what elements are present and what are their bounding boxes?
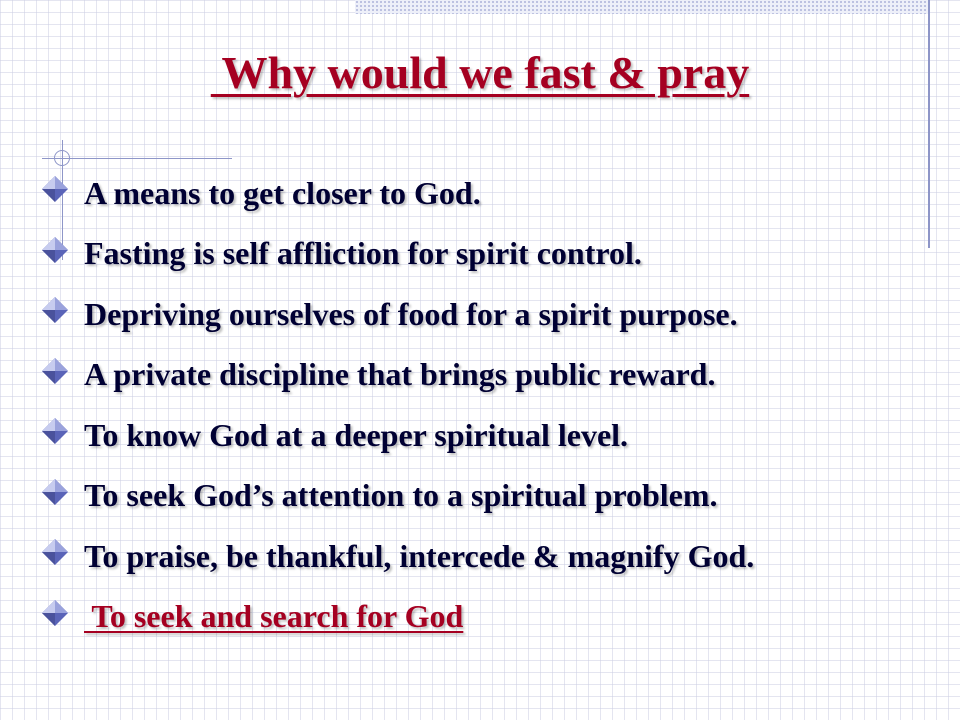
bullet-item [40,526,754,587]
diamond-bullet-icon [40,598,70,628]
bullet-text: To seek God’s attention to a spiritual problem. [84,477,718,514]
bullet-item [40,345,754,406]
bullet-item [40,466,754,527]
bullet-item [40,587,754,648]
bullet-text: To praise, be thankful, intercede & magnify God. [84,537,755,574]
bullet-item [40,405,754,466]
bullet-text-highlighted: To seek and search for God [84,598,464,635]
bullet-item [40,284,754,345]
diamond-bullet-icon [40,416,70,446]
slide-title: Why would we fast & pray [210,47,750,98]
bullet-text: Fasting is self affliction for spirit control. [84,235,642,272]
diamond-bullet-icon [40,235,70,265]
corner-accent-horizontal [42,158,232,159]
diamond-bullet-icon [40,174,70,204]
diamond-bullet-icon [40,295,70,325]
bullet-text: Depriving ourselves of food for a spirit purpose. [84,295,738,332]
bullet-text: A means to get closer to God. [84,174,481,211]
right-accent-line [928,0,930,248]
bullet-item [40,163,754,224]
bullet-text: A private discipline that brings public reward. [84,356,716,393]
diamond-bullet-icon [40,477,70,507]
header-texture-band [355,0,930,14]
bullet-list [40,163,754,647]
diamond-bullet-icon [40,356,70,386]
bullet-text: To know God at a deeper spiritual level. [84,416,629,453]
diamond-bullet-icon [40,537,70,567]
bullet-item [40,224,754,285]
